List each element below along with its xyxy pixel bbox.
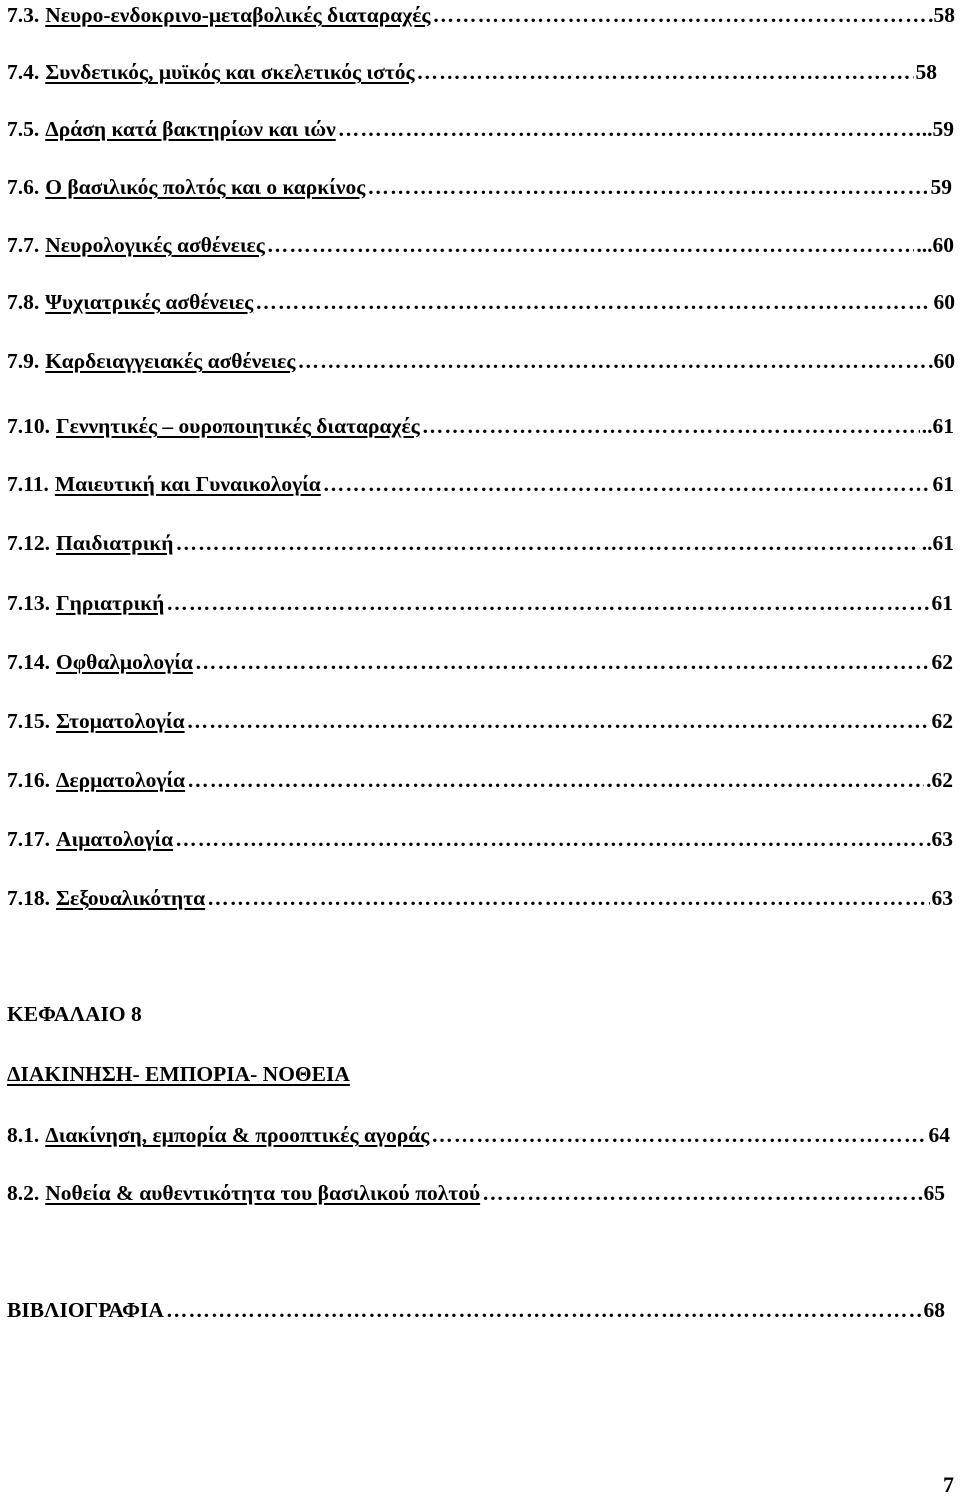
toc-page: . 60 xyxy=(922,290,955,314)
toc-number: 8.2. xyxy=(7,1181,40,1205)
toc-title[interactable]: Γεννητικές – ουροποιητικές διαταραχές xyxy=(56,414,420,438)
toc-page: 58 xyxy=(915,60,937,84)
toc-entry-7-5[interactable] xyxy=(7,114,954,144)
toc-page: .60 xyxy=(928,349,955,373)
dot-leader xyxy=(432,0,926,30)
dot-leader xyxy=(187,765,924,795)
toc-page: ..61 xyxy=(921,414,954,438)
dot-leader xyxy=(195,647,930,677)
toc-page: 59 xyxy=(930,175,952,199)
toc-page: 68 xyxy=(923,1298,945,1322)
toc-page: .63 xyxy=(926,827,953,851)
dot-leader xyxy=(255,287,921,317)
toc-entry-7-12[interactable] xyxy=(7,528,954,558)
toc-title[interactable]: Μαιευτική και Γυναικολογία xyxy=(54,472,321,496)
toc-title[interactable]: Νοθεία & αυθεντικότητα του βασιλικού πολτού xyxy=(45,1181,481,1205)
toc-title[interactable]: Ψυχιατρικές ασθένειες xyxy=(45,290,254,314)
toc-page: 65 xyxy=(923,1181,945,1205)
toc-number: 7.15. xyxy=(7,709,50,733)
toc-number: 7.17. xyxy=(7,827,50,851)
dot-leader xyxy=(207,883,929,913)
dot-leader xyxy=(417,57,914,87)
dot-leader xyxy=(422,411,920,441)
toc-entry-7-18[interactable] xyxy=(7,883,953,913)
toc-page: 62 xyxy=(931,650,953,674)
toc-page: 61 xyxy=(931,591,953,615)
dot-leader xyxy=(175,824,924,854)
toc-entry-7-7[interactable] xyxy=(7,230,954,260)
toc-entry-7-8[interactable] xyxy=(7,287,955,317)
dot-leader xyxy=(367,172,928,202)
chapter-label-text: ΚΕΦΑΛΑΙΟ 8 xyxy=(7,1002,142,1026)
toc-entry-bibliography[interactable] xyxy=(7,1295,945,1325)
toc-title[interactable]: Παιδιατρική xyxy=(56,531,174,555)
dot-leader xyxy=(187,706,930,736)
dot-leader xyxy=(431,1120,926,1150)
toc-number: 7.18. xyxy=(7,886,50,910)
toc-number: 7.10. xyxy=(7,414,50,438)
toc-title[interactable]: Σεξουαλικότητα xyxy=(56,886,206,910)
toc-number: 7.13. xyxy=(7,591,50,615)
chapter-8-title xyxy=(7,1059,350,1089)
toc-entry-7-11[interactable] xyxy=(7,469,954,499)
dot-leader xyxy=(175,528,919,558)
toc-entry-7-3[interactable] xyxy=(7,0,955,30)
toc-title[interactable]: Ο βασιλικός πολτός και ο καρκίνος xyxy=(45,175,366,199)
toc-entry-7-10[interactable] xyxy=(7,411,954,441)
toc-page: 63 xyxy=(931,886,953,910)
toc-page: .62 xyxy=(926,768,953,792)
toc-entry-8-2[interactable] xyxy=(7,1178,945,1208)
toc-title[interactable]: Νευρο-ενδοκρινο-μεταβολικές διαταραχές xyxy=(45,3,431,27)
toc-page: 61 xyxy=(932,472,954,496)
toc-number: 7.14. xyxy=(7,650,50,674)
chapter-title-text: ΔΙΑΚΙΝΗΣΗ- ΕΜΠΟΡΙΑ- ΝΟΘΕΙΑ xyxy=(7,1062,350,1086)
toc-page: ..61 xyxy=(921,531,954,555)
toc-entry-7-13[interactable] xyxy=(7,588,953,618)
toc-entry-8-1[interactable] xyxy=(7,1120,950,1150)
dot-leader xyxy=(297,346,926,376)
dot-leader xyxy=(166,1295,922,1325)
toc-entry-7-6[interactable] xyxy=(7,172,952,202)
toc-number: 7.5. xyxy=(7,117,40,141)
page-number: 7 xyxy=(943,1472,954,1497)
chapter-8-label xyxy=(7,999,142,1029)
toc-entry-7-9[interactable] xyxy=(7,346,955,376)
toc-title[interactable]: Νευρολογικές ασθένειες xyxy=(45,233,265,257)
toc-title[interactable]: Οφθαλμολογία xyxy=(56,650,193,674)
toc-entry-7-4[interactable] xyxy=(7,57,937,87)
dot-leader xyxy=(323,469,931,499)
toc-title[interactable]: Δερματολογία xyxy=(56,768,186,792)
toc-title[interactable]: Συνδετικός, μυϊκός και σκελετικός ιστός xyxy=(45,60,415,84)
toc-number: 7.8. xyxy=(7,290,40,314)
toc-entry-7-17[interactable] xyxy=(7,824,953,854)
toc-page: ..59 xyxy=(921,117,954,141)
toc-number: 7.4. xyxy=(7,60,40,84)
dot-leader xyxy=(166,588,929,618)
dot-leader xyxy=(482,1178,921,1208)
dot-leader xyxy=(338,114,920,144)
toc-title[interactable]: Διακίνηση, εμπορία & προοπτικές αγοράς xyxy=(45,1123,430,1147)
toc-number: 7.16. xyxy=(7,768,50,792)
toc-number: 7.3. xyxy=(7,3,40,27)
toc-number: 8.1. xyxy=(7,1123,40,1147)
toc-entry-7-15[interactable] xyxy=(7,706,953,736)
toc-title[interactable]: Καρδειαγγειακές ασθένειες xyxy=(45,349,296,373)
toc-number: 7.12. xyxy=(7,531,50,555)
toc-title[interactable]: Αιματολογία xyxy=(56,827,174,851)
toc-page: 64 xyxy=(928,1123,950,1147)
toc-page: ...60 xyxy=(916,233,954,257)
toc-title[interactable]: ΒΙΒΛΙΟΓΡΑΦΙΑ xyxy=(7,1298,164,1322)
toc-entry-7-14[interactable] xyxy=(7,647,953,677)
toc-number: 7.9. xyxy=(7,349,40,373)
toc-number: 7.6. xyxy=(7,175,40,199)
toc-number: 7.11. xyxy=(7,472,49,496)
toc-page: .58 xyxy=(928,3,955,27)
toc-title[interactable]: Δράση κατά βακτηρίων και ιών xyxy=(45,117,336,141)
toc-entry-7-16[interactable] xyxy=(7,765,953,795)
toc-number: 7.7. xyxy=(7,233,40,257)
toc-title[interactable]: Στοματολογία xyxy=(56,709,185,733)
dot-leader xyxy=(267,230,915,260)
toc-page: 62 xyxy=(931,709,953,733)
toc-title[interactable]: Γηριατρική xyxy=(56,591,165,615)
